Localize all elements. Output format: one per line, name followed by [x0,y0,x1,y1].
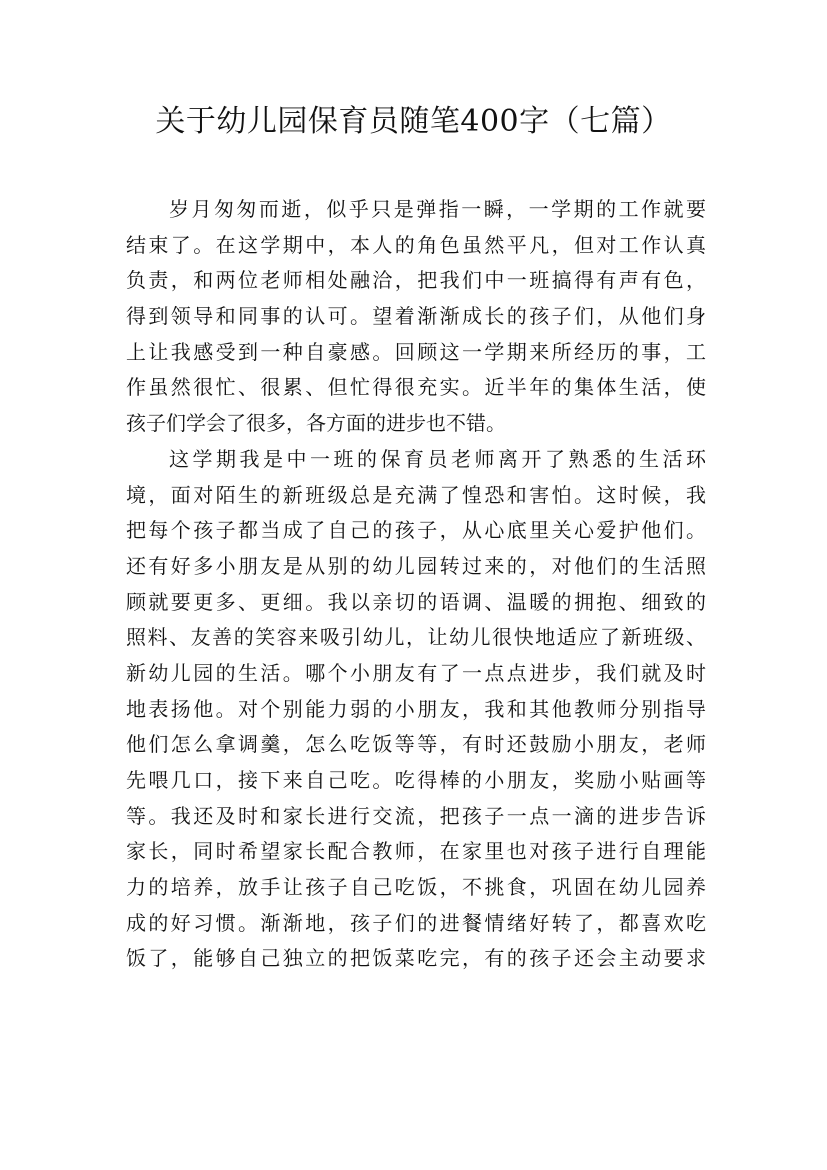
text-line: 新幼儿园的生活。哪个小朋友有了一点点进步，我们就及时 [126,660,706,685]
text-line: 结束了。在这学期中，本人的角色虽然平凡，但对工作认真 [126,232,706,257]
document-body [126,192,706,977]
text-line: 他们怎么拿调羹，怎么吃饭等等，有时还鼓励小朋友，老师 [126,732,706,757]
text-line: 还有好多小朋友是从别的幼儿园转过来的，对他们的生活照 [126,553,706,578]
paragraph-1 [126,192,706,442]
text-line: 照料、友善的笑容来吸引幼儿，让幼儿很快地适应了新班级、 [126,625,706,650]
text-line: 地表扬他。对个别能力弱的小朋友，我和其他教师分别指导 [126,696,706,721]
text-line: 等。我还及时和家长进行交流，把孩子一点一滴的进步告诉 [126,803,706,828]
text-line: 家长，同时希望家长配合教师，在家里也对孩子进行自理能 [126,839,706,864]
text-line: 作虽然很忙、很累、但忙得很充实。近半年的集体生活，使 [126,375,706,400]
text-line: 成的好习惯。渐渐地，孩子们的进餐情绪好转了，都喜欢吃 [126,910,706,935]
text-line: 孩子们学会了很多，各方面的进步也不错。 [126,411,506,436]
text-line: 顾就要更多、更细。我以亲切的语调、温暖的拥抱、细致的 [126,589,706,614]
document-title: 关于幼儿园保育员随笔400字（七篇） [155,104,672,139]
paragraph-2 [126,442,706,977]
text-line: 力的培养，放手让孩子自己吃饭，不挑食，巩固在幼儿园养 [126,875,706,900]
text-line: 岁月匆匆而逝，似乎只是弹指一瞬，一学期的工作就要 [169,197,706,221]
text-line: 先喂几口，接下来自己吃。吃得棒的小朋友，奖励小贴画等 [126,768,706,792]
text-line: 得到领导和同事的认可。望着渐渐成长的孩子们，从他们身 [126,304,706,329]
text-line: 境，面对陌生的新班级总是充满了惶恐和害怕。这时候，我 [126,482,706,507]
text-line: 负责，和两位老师相处融洽，把我们中一班搞得有声有色， [126,268,706,293]
text-line: 饭了，能够自己独立的把饭菜吃完，有的孩子还会主动要求 [126,946,706,971]
text-line: 把每个孩子都当成了自己的孩子，从心底里关心爱护他们。 [126,518,706,543]
text-line: 上让我感受到一种自豪感。回顾这一学期来所经历的事，工 [126,339,706,364]
text-line: 这学期我是中一班的保育员老师离开了熟悉的生活环 [169,446,706,471]
